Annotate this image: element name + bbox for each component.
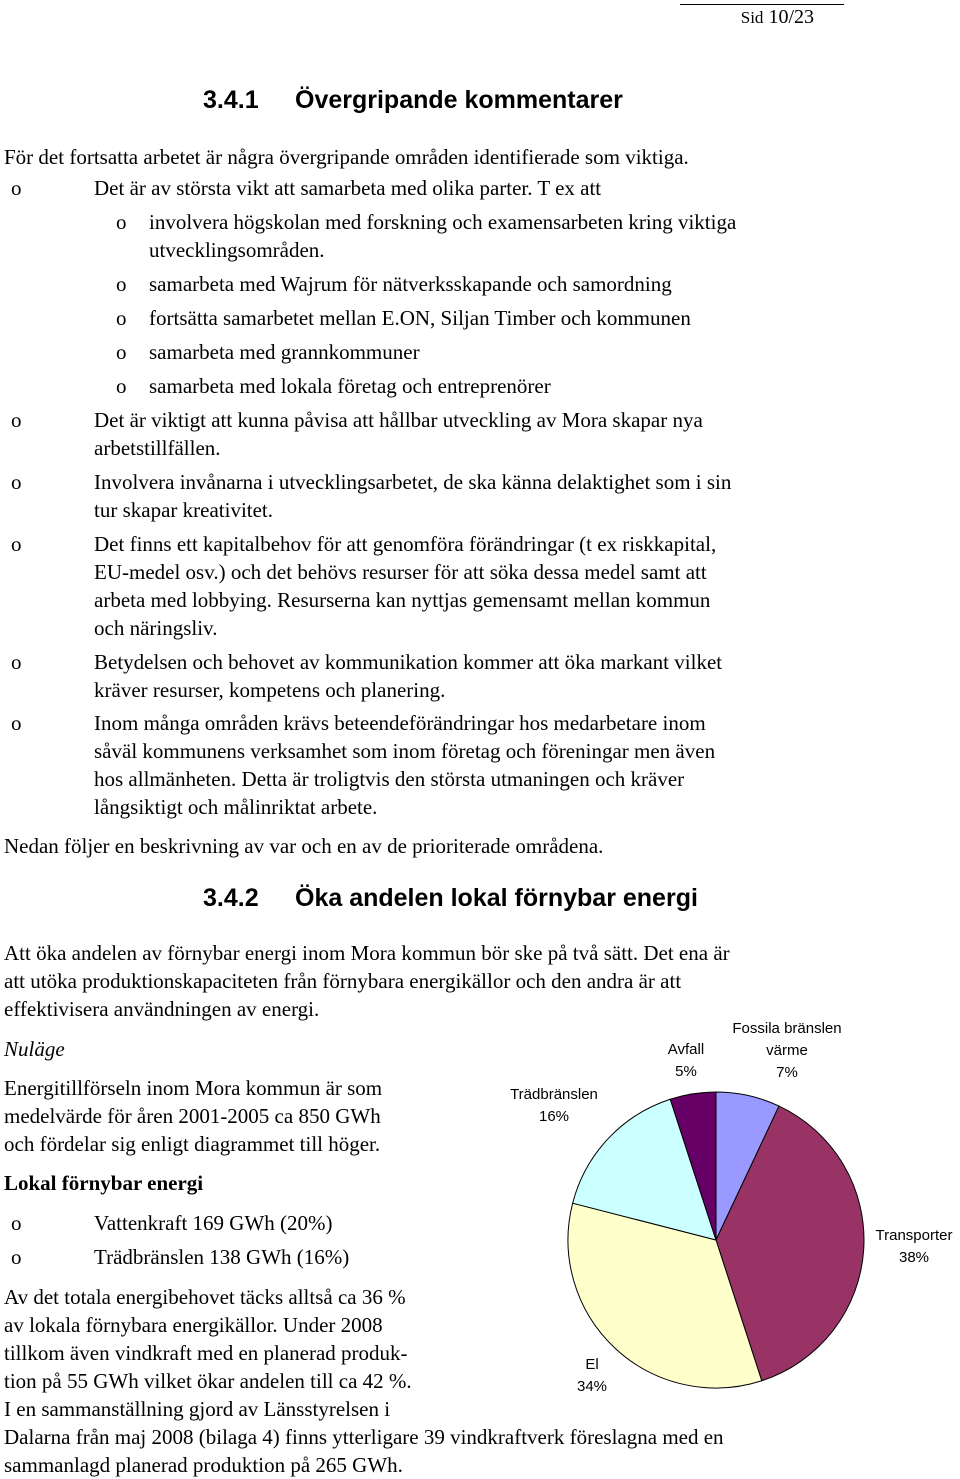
pie-label-name: Avfall: [667, 1041, 705, 1058]
bullet-marker: o: [11, 711, 22, 735]
section-number: 3.4.2: [203, 884, 259, 912]
sub-bullet-text: samarbeta med Wajrum för nätverksskapande och samordning: [149, 272, 672, 296]
paragraph-line: att utöka produktionskapaciteten från förnybara energikällor och den andra är att: [4, 969, 682, 993]
pie-label-name: Transporter: [875, 1227, 953, 1244]
bullet-text: långsiktigt och målinriktat arbete.: [94, 795, 378, 819]
pie-label-value: 38%: [898, 1249, 930, 1266]
pie-label-value: 7%: [776, 1064, 798, 1081]
sub-bullet-text: samarbeta med grannkommuner: [149, 340, 420, 364]
bullet-text: Det finns ett kapitalbehov för att genomföra förändringar (t ex riskkapital,: [94, 532, 717, 556]
paragraph-line: Att öka andelen av förnybar energi inom Mora kommun bör ske på två sätt. Det ena är: [4, 941, 730, 965]
intro-paragraph: För det fortsatta arbetet är några övergripande områden identifierade som viktiga.: [4, 145, 689, 169]
closing-line: tion på 55 GWh vilket ökar andelen till ca 42 %.: [4, 1369, 412, 1393]
pie-label: [860, 1225, 960, 1269]
pie-label: [494, 1084, 614, 1128]
pie-label-value: 34%: [576, 1378, 608, 1395]
bullet-marker: o: [11, 176, 22, 200]
bullet-marker: o: [11, 650, 22, 674]
pie-label-name: Trädbränslen: [510, 1086, 598, 1103]
bullet-text: tur skapar kreativitet.: [94, 498, 274, 522]
pie-label-name: värme: [766, 1042, 808, 1059]
nulage-line: medelvärde för åren 2001-2005 ca 850 GWh: [4, 1104, 381, 1128]
bullet-text: hos allmänheten. Detta är troligtvis den största utmaningen och kräver: [94, 767, 685, 791]
closing-line: sammanlagd planerad produktion på 265 GWh.: [4, 1453, 403, 1477]
bullet-text: EU-medel osv.) och det behövs resurser för att söka dessa medel samt att: [94, 560, 707, 584]
sub-bullet-marker: o: [116, 210, 127, 234]
nulage-heading: Nuläge: [4, 1037, 65, 1061]
section-title: Övergripande kommentarer: [295, 86, 623, 114]
sub-bullet-text: involvera högskolan med forskning och examensarbeten kring viktiga: [149, 210, 737, 234]
bullet-text: arbeta med lobbying. Resurserna kan nyttjas gemensamt mellan kommun: [94, 588, 711, 612]
pie-label: [560, 1354, 624, 1398]
sub-bullet-marker: o: [116, 306, 127, 330]
closing-line: tillkom även vindkraft med en planerad produk-: [4, 1341, 408, 1365]
bullet-text: och näringsliv.: [94, 616, 218, 640]
bullet-text: Involvera invånarna i utvecklingsarbetet, de ska känna delaktighet som i sin: [94, 470, 732, 494]
closing-line: Av det totala energibehovet täcks alltså ca 36 %: [4, 1285, 406, 1309]
page-number-value: 10/23: [768, 6, 814, 28]
sub-bullet-marker: o: [116, 272, 127, 296]
pie-label: [648, 1039, 724, 1083]
nulage-line: Energitillförseln inom Mora kommun är som: [4, 1076, 383, 1100]
bullet-text: Betydelsen och behovet av kommunikation kommer att öka markant vilket: [94, 650, 723, 674]
closing-line: av lokala förnybara energikällor. Under 2008: [4, 1313, 383, 1337]
sub-bullet-marker: o: [116, 374, 127, 398]
bullet-text: såväl kommunens verksamhet som inom företag och föreningar men även: [94, 739, 716, 763]
closing-line: I en sammanställning gjord av Länsstyrelsen i: [4, 1397, 391, 1421]
bullet-text: Det är viktigt att kunna påvisa att hållbar utveckling av Mora skapar nya: [94, 408, 703, 432]
section-title: Öka andelen lokal förnybar energi: [295, 884, 698, 912]
sub-bullet-text: samarbeta med lokala företag och entreprenörer: [149, 374, 551, 398]
lokal-heading: Lokal förnybar energi: [4, 1171, 204, 1195]
bullet-text: arbetstillfällen.: [94, 436, 221, 460]
pie-label-name: El: [585, 1356, 599, 1373]
sub-bullet-marker: o: [116, 340, 127, 364]
page-number-prefix: Sid: [740, 8, 764, 27]
section-number: 3.4.1: [203, 86, 259, 114]
nulage-line: och fördelar sig enligt diagrammet till höger.: [4, 1132, 381, 1156]
bullet-text: Det är av största vikt att samarbeta med olika parter. T ex att: [94, 176, 602, 200]
paragraph-line: effektivisera användningen av energi.: [4, 997, 320, 1021]
lokal-item: Vattenkraft 169 GWh (20%): [94, 1211, 333, 1235]
lokal-item: Trädbränslen 138 GWh (16%): [94, 1245, 350, 1269]
pie-label: [725, 1018, 849, 1084]
pie-label-name: Fossila bränslen: [732, 1020, 842, 1037]
pie-label-value: 16%: [538, 1108, 570, 1125]
bullet-marker: o: [11, 532, 22, 556]
bullet-marker: o: [11, 1245, 22, 1269]
bullet-marker: o: [11, 470, 22, 494]
bullet-text: kräver resurser, kompetens och planering.: [94, 678, 446, 702]
bullet-text: Inom många områden krävs beteendeförändringar hos medarbetare inom: [94, 711, 706, 735]
outro-paragraph: Nedan följer en beskrivning av var och en av de prioriterade områdena.: [4, 834, 604, 858]
bullet-marker: o: [11, 408, 22, 432]
closing-line: Dalarna från maj 2008 (bilaga 4) finns ytterligare 39 vindkraftverk föreslagna med en: [4, 1425, 724, 1449]
bullet-marker: o: [11, 1211, 22, 1235]
pie-label-value: 5%: [675, 1063, 697, 1080]
sub-bullet-text: utvecklingsområden.: [149, 238, 325, 262]
sub-bullet-text: fortsätta samarbetet mellan E.ON, Siljan Timber och kommunen: [149, 306, 691, 330]
